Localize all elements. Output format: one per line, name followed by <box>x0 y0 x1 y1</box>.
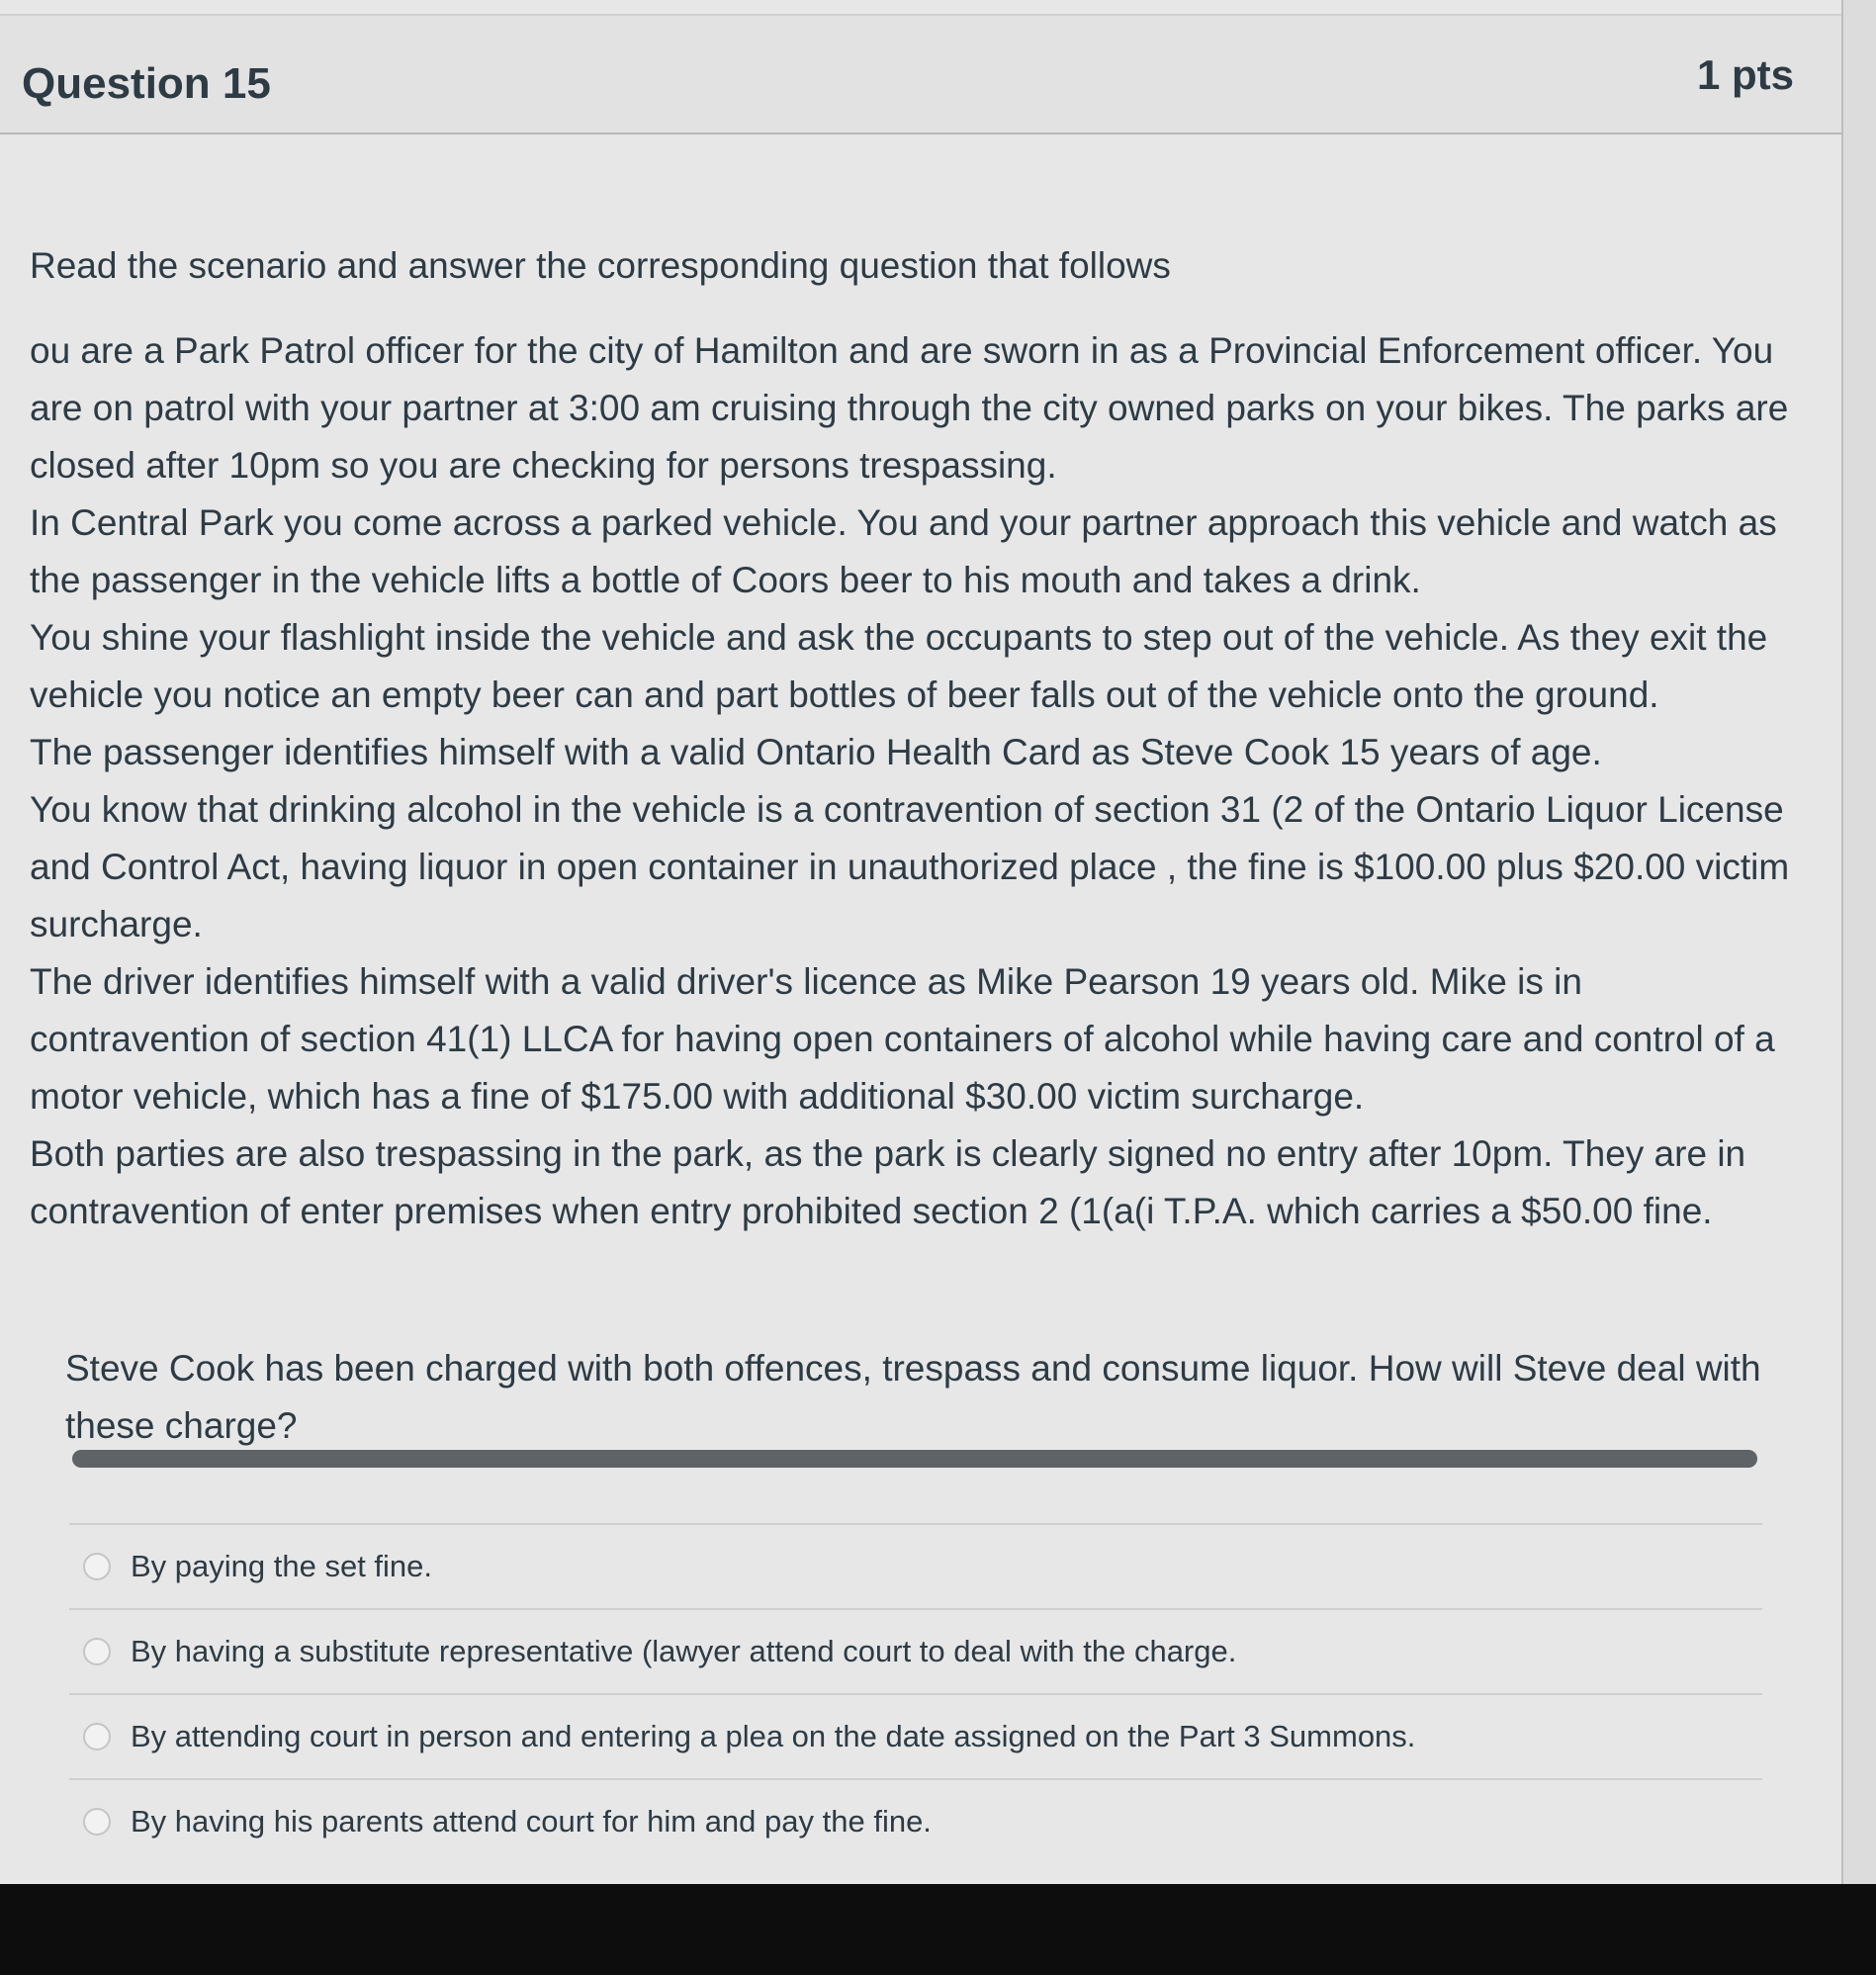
answer-option[interactable] <box>69 1523 1762 1608</box>
scenario-paragraph: ou are a Park Patrol officer for the city of Hamilton and are sworn in as a Provincial Enforcement officer. You are on patrol with your partner at 3:00 am cruising through the city owned parks on your bikes. The parks are closed after 10pm so you are checking for persons trespassing. <box>30 330 1789 486</box>
scenario-paragraph: The driver identifies himself with a valid driver's licence as Mike Pearson 19 years old. Mike is in contravention of section 41(1) LLCA for having open containers of alcohol while having care and control of a motor vehicle, which has a fine of $175.00 with additional $30.00 victim surcharge. <box>30 961 1775 1117</box>
answer-option[interactable] <box>69 1608 1762 1693</box>
answer-label: By having a substitute representative (lawyer attend court to deal with the charge. <box>131 1634 1237 1668</box>
radio-button[interactable] <box>83 1638 111 1665</box>
scenario-paragraph: You know that drinking alcohol in the vehicle is a contravention of section 31 (2 of the Ontario Liquor License and Control Act, having liquor in open container in unauthorized place , the fine is $100.00 plus $20.00 victim surcharge. <box>30 789 1790 944</box>
answer-option[interactable] <box>69 1693 1762 1778</box>
question-title: Question 15 <box>22 59 271 108</box>
answer-label: By having his parents attend court for him and pay the fine. <box>131 1804 932 1839</box>
question-body <box>30 237 1790 1240</box>
radio-button[interactable] <box>83 1723 111 1751</box>
intro-text: Read the scenario and answer the corresponding question that follows <box>30 245 1171 286</box>
scenario-paragraph: You shine your flashlight inside the vehicle and ask the occupants to step out of the vehicle. As they exit the vehicle you notice an empty beer can and part bottles of beer falls out of the vehicle onto the ground. <box>30 617 1768 715</box>
scenario-paragraph: The passenger identifies himself with a valid Ontario Health Card as Steve Cook 15 years of age. <box>30 732 1602 772</box>
scenario-paragraph: In Central Park you come across a parked vehicle. You and your partner approach this vehicle and watch as the passenger in the vehicle lifts a bottle of Coors beer to his mouth and takes a drink. <box>30 502 1777 600</box>
scenario-text <box>30 322 1790 1240</box>
answer-list <box>69 1523 1762 1863</box>
question-header <box>0 14 1841 135</box>
horizontal-scrollbar[interactable] <box>72 1450 1757 1468</box>
question-prompt: Steve Cook has been charged with both offences, trespass and consume liquor. How will Steve deal with these charge? <box>65 1348 1761 1446</box>
answer-option[interactable] <box>69 1778 1762 1863</box>
scenario-paragraph: Both parties are also trespassing in the park, as the park is clearly signed no entry after 10pm. They are in contravention of enter premises when entry prohibited section 2 (1(a(i T.P.A. which carries a $50.00 fine. <box>30 1133 1746 1231</box>
radio-button[interactable] <box>83 1553 111 1580</box>
answer-label: By attending court in person and entering a plea on the date assigned on the Part 3 Summons. <box>131 1719 1416 1753</box>
screen-bezel <box>0 1884 1876 1975</box>
question-points: 1 pts <box>1696 51 1794 98</box>
radio-button[interactable] <box>83 1808 111 1836</box>
answer-label: By paying the set fine. <box>131 1549 433 1583</box>
